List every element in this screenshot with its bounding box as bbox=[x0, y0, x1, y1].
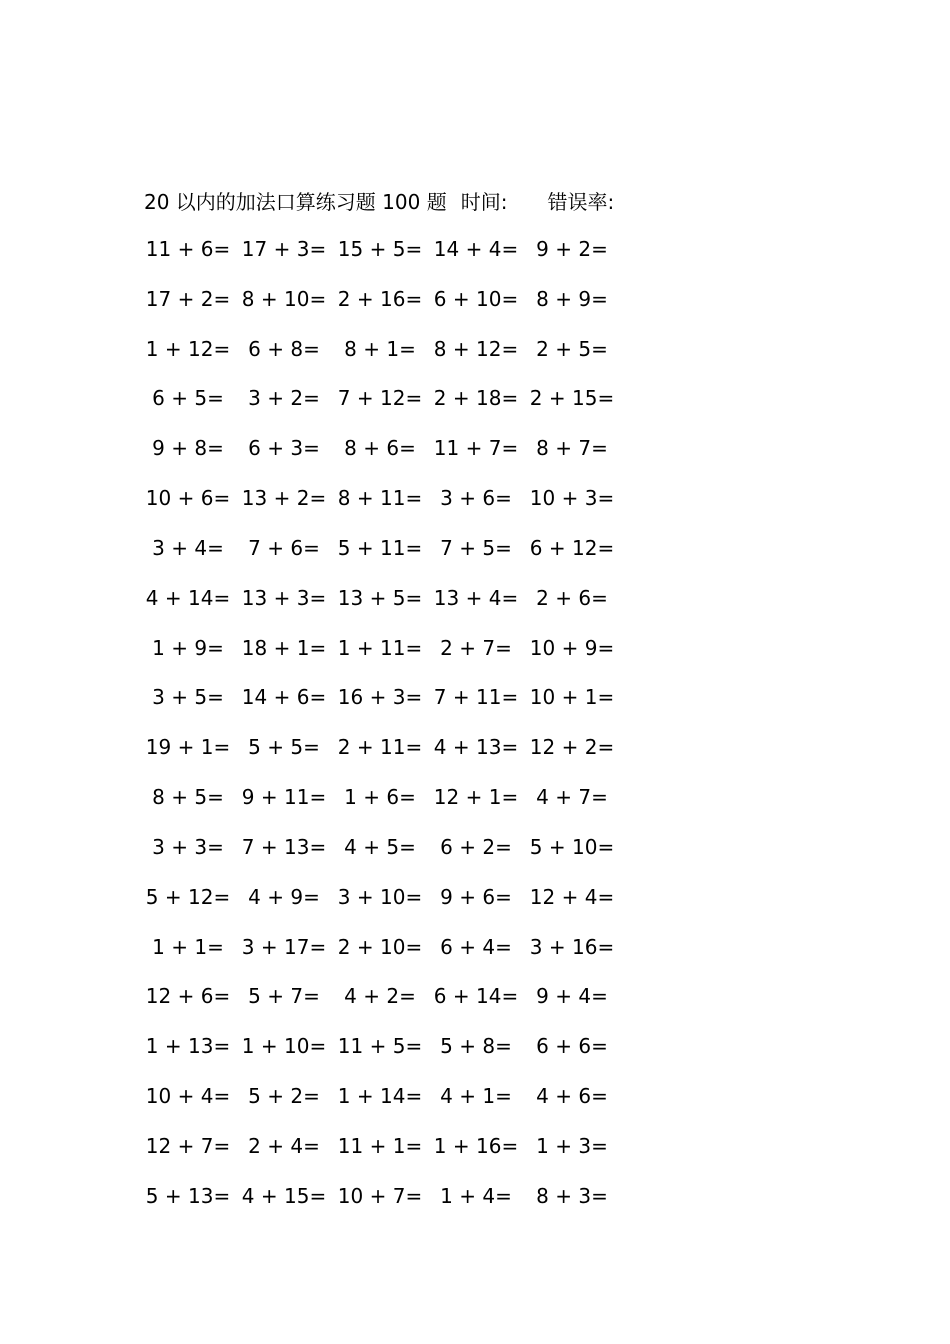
problem-item: 16 + 3= bbox=[337, 685, 423, 710]
problem-item: 9 + 8= bbox=[152, 436, 224, 461]
problem-row bbox=[140, 884, 620, 934]
problem-item: 8 + 6= bbox=[344, 436, 416, 461]
problem-item: 10 + 6= bbox=[145, 486, 231, 511]
problem-item: 3 + 3= bbox=[152, 834, 224, 859]
problem-item: 12 + 6= bbox=[145, 984, 231, 1009]
problem-item: 17 + 2= bbox=[145, 286, 231, 311]
problem-row bbox=[140, 485, 620, 535]
problem-item: 1 + 12= bbox=[145, 336, 231, 361]
problem-item: 3 + 10= bbox=[337, 884, 423, 909]
problem-item: 4 + 13= bbox=[433, 735, 519, 760]
problem-item: 17 + 3= bbox=[241, 237, 327, 261]
worksheet-header bbox=[144, 186, 614, 214]
problem-item: 5 + 2= bbox=[248, 1084, 320, 1109]
problem-item: 1 + 16= bbox=[433, 1133, 519, 1158]
problem-item: 5 + 8= bbox=[440, 1034, 512, 1059]
problem-row bbox=[140, 1183, 620, 1233]
problem-item: 2 + 7= bbox=[440, 635, 512, 660]
problem-item: 6 + 6= bbox=[536, 1034, 608, 1059]
problem-item: 12 + 2= bbox=[529, 735, 615, 760]
problem-item: 2 + 15= bbox=[529, 386, 615, 411]
problem-item: 2 + 4= bbox=[248, 1133, 320, 1158]
problem-item: 5 + 5= bbox=[248, 735, 320, 760]
problem-item: 1 + 14= bbox=[337, 1084, 423, 1109]
problem-row bbox=[140, 1033, 620, 1083]
problem-row bbox=[140, 784, 620, 834]
problem-item: 12 + 7= bbox=[145, 1133, 231, 1158]
problem-item: 18 + 1= bbox=[241, 635, 327, 660]
problem-row bbox=[140, 236, 620, 286]
problem-item: 13 + 2= bbox=[241, 486, 327, 511]
problem-row bbox=[140, 385, 620, 435]
problem-item: 6 + 12= bbox=[529, 535, 615, 560]
problem-item: 8 + 11= bbox=[337, 486, 423, 511]
problem-item: 8 + 3= bbox=[536, 1183, 608, 1208]
problem-item: 10 + 9= bbox=[529, 635, 615, 660]
problem-item: 8 + 12= bbox=[433, 336, 519, 361]
problem-item: 2 + 11= bbox=[337, 735, 423, 760]
problem-item: 1 + 1= bbox=[152, 934, 224, 959]
problem-item: 8 + 9= bbox=[536, 286, 608, 311]
problem-item: 13 + 5= bbox=[337, 585, 423, 610]
problem-row bbox=[140, 535, 620, 585]
problem-item: 12 + 1= bbox=[433, 785, 519, 810]
problem-item: 13 + 4= bbox=[433, 585, 519, 610]
problem-item: 10 + 7= bbox=[337, 1183, 423, 1208]
problem-item: 14 + 4= bbox=[433, 237, 519, 261]
problem-item: 4 + 15= bbox=[241, 1183, 327, 1208]
problem-row bbox=[140, 435, 620, 485]
problem-item: 11 + 1= bbox=[337, 1133, 423, 1158]
problem-item: 1 + 6= bbox=[344, 785, 416, 810]
problem-item: 1 + 9= bbox=[152, 635, 224, 660]
problem-item: 12 + 4= bbox=[529, 884, 615, 909]
problem-item: 6 + 14= bbox=[433, 984, 519, 1009]
problem-row bbox=[140, 983, 620, 1033]
problem-item: 10 + 1= bbox=[529, 685, 615, 710]
problem-item: 11 + 5= bbox=[337, 1034, 423, 1059]
problem-item: 1 + 11= bbox=[337, 635, 423, 660]
problem-item: 4 + 6= bbox=[536, 1084, 608, 1109]
problem-item: 6 + 2= bbox=[440, 834, 512, 859]
problem-item: 5 + 12= bbox=[145, 884, 231, 909]
problem-item: 9 + 11= bbox=[241, 785, 327, 810]
problem-item: 5 + 11= bbox=[337, 535, 423, 560]
problem-item: 7 + 6= bbox=[248, 535, 320, 560]
problem-row bbox=[140, 834, 620, 884]
problem-item: 9 + 6= bbox=[440, 884, 512, 909]
problem-row bbox=[140, 635, 620, 685]
problem-item: 6 + 4= bbox=[440, 934, 512, 959]
problem-item: 2 + 5= bbox=[536, 336, 608, 361]
problem-item: 19 + 1= bbox=[145, 735, 231, 760]
problem-item: 5 + 7= bbox=[248, 984, 320, 1009]
problem-item: 9 + 2= bbox=[536, 237, 608, 261]
problem-item: 2 + 10= bbox=[337, 934, 423, 959]
problem-item: 2 + 18= bbox=[433, 386, 519, 411]
problem-item: 7 + 13= bbox=[241, 834, 327, 859]
problem-item: 10 + 3= bbox=[529, 486, 615, 511]
problem-row bbox=[140, 336, 620, 386]
problem-row bbox=[140, 585, 620, 635]
problem-row bbox=[140, 934, 620, 984]
problem-item: 4 + 2= bbox=[344, 984, 416, 1009]
worksheet-title: 20 以内的加法口算练习题 100 题 bbox=[144, 189, 447, 214]
problem-item: 15 + 5= bbox=[337, 237, 423, 261]
problem-item: 1 + 10= bbox=[241, 1034, 327, 1059]
problem-item: 3 + 16= bbox=[529, 934, 615, 959]
problem-item: 3 + 6= bbox=[440, 486, 512, 511]
problem-row bbox=[140, 1133, 620, 1183]
problem-item: 1 + 13= bbox=[145, 1034, 231, 1059]
problem-item: 8 + 5= bbox=[152, 785, 224, 810]
problem-item: 11 + 6= bbox=[145, 237, 231, 261]
time-label: 时间: bbox=[460, 189, 508, 214]
problem-item: 4 + 14= bbox=[145, 585, 231, 610]
problem-item: 6 + 10= bbox=[433, 286, 519, 311]
problem-item: 4 + 9= bbox=[248, 884, 320, 909]
problem-item: 7 + 12= bbox=[337, 386, 423, 411]
problem-item: 4 + 5= bbox=[344, 834, 416, 859]
problem-row bbox=[140, 1083, 620, 1133]
problem-item: 1 + 4= bbox=[440, 1183, 512, 1208]
problem-item: 5 + 13= bbox=[145, 1183, 231, 1208]
problem-item: 9 + 4= bbox=[536, 984, 608, 1009]
problem-row bbox=[140, 286, 620, 336]
problem-item: 4 + 7= bbox=[536, 785, 608, 810]
problem-item: 11 + 7= bbox=[433, 436, 519, 461]
problem-item: 14 + 6= bbox=[241, 685, 327, 710]
problem-item: 6 + 8= bbox=[248, 336, 320, 361]
problem-item: 7 + 11= bbox=[433, 685, 519, 710]
problem-grid bbox=[140, 236, 620, 1233]
problem-item: 10 + 4= bbox=[145, 1084, 231, 1109]
problem-item: 8 + 1= bbox=[344, 336, 416, 361]
problem-item: 8 + 7= bbox=[536, 436, 608, 461]
error-rate-label: 错误率: bbox=[547, 189, 615, 214]
problem-item: 3 + 4= bbox=[152, 535, 224, 560]
problem-item: 6 + 5= bbox=[152, 386, 224, 411]
problem-item: 13 + 3= bbox=[241, 585, 327, 610]
problem-item: 8 + 10= bbox=[241, 286, 327, 311]
problem-item: 7 + 5= bbox=[440, 535, 512, 560]
problem-item: 5 + 10= bbox=[529, 834, 615, 859]
problem-item: 6 + 3= bbox=[248, 436, 320, 461]
problem-item: 2 + 6= bbox=[536, 585, 608, 610]
problem-item: 3 + 5= bbox=[152, 685, 224, 710]
problem-item: 3 + 2= bbox=[248, 386, 320, 411]
problem-item: 2 + 16= bbox=[337, 286, 423, 311]
problem-row bbox=[140, 684, 620, 734]
problem-row bbox=[140, 734, 620, 784]
problem-item: 1 + 3= bbox=[536, 1133, 608, 1158]
problem-item: 4 + 1= bbox=[440, 1084, 512, 1109]
problem-item: 3 + 17= bbox=[241, 934, 327, 959]
